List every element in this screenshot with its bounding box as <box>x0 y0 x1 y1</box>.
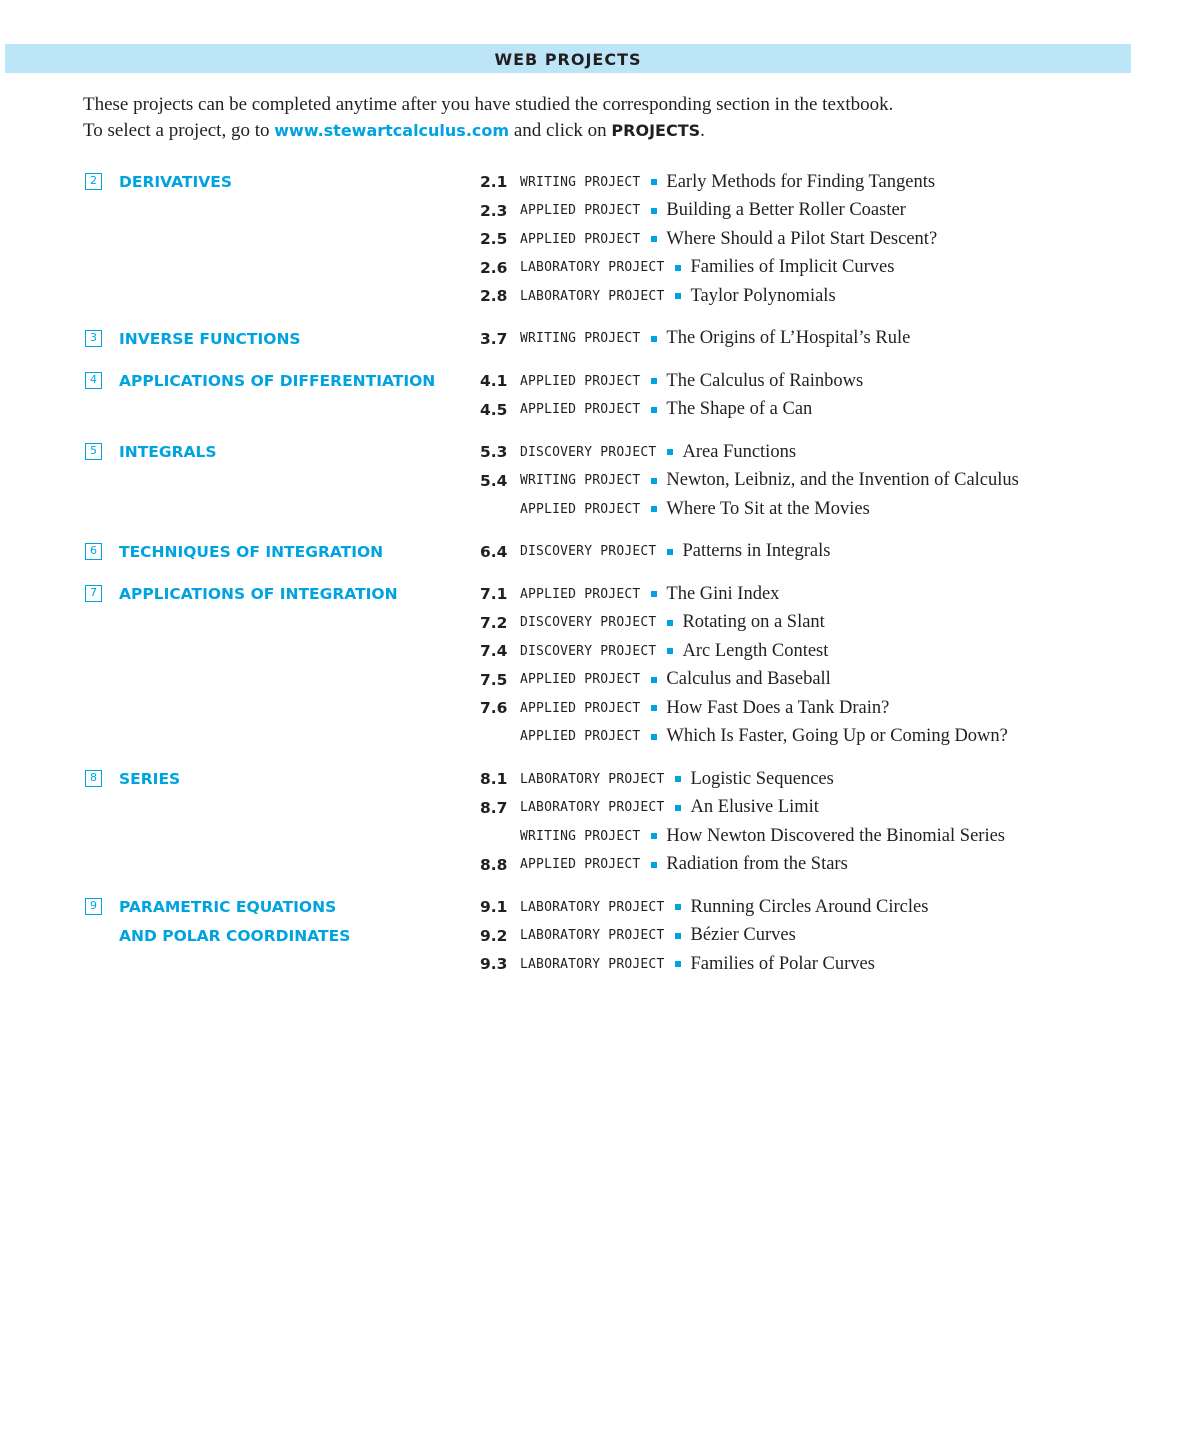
project-title: The Shape of a Can <box>666 399 813 420</box>
project-type: LABORATORY PROJECT <box>520 899 665 915</box>
chapter-list <box>0 168 1188 993</box>
project-type: DISCOVERY PROJECT <box>520 444 657 460</box>
section-number: 4.1 <box>480 372 508 391</box>
square-bullet-icon <box>675 961 681 967</box>
chapter-number-box: 3 <box>85 330 102 347</box>
section-number: 8.8 <box>480 855 508 874</box>
square-bullet-icon <box>651 236 657 242</box>
chapter-block <box>0 168 1188 311</box>
project-title: An Elusive Limit <box>690 797 819 818</box>
intro-line-2-pre: To select a project, go to <box>83 120 275 141</box>
project-row <box>480 765 1188 794</box>
square-bullet-icon <box>675 933 681 939</box>
project-title: Where Should a Pilot Start Descent? <box>666 228 938 249</box>
chapter-title-line: APPLICATIONS OF DIFFERENTIATION <box>119 372 436 390</box>
project-row <box>480 580 1188 609</box>
square-bullet-icon <box>675 904 681 910</box>
chapter-number-box: 7 <box>85 585 102 602</box>
square-bullet-icon <box>651 179 657 185</box>
chapter-block <box>0 367 1188 424</box>
section-number: 8.7 <box>480 798 508 817</box>
project-row <box>480 893 1188 922</box>
project-type: LABORATORY PROJECT <box>520 260 665 276</box>
project-row <box>480 168 1188 197</box>
project-row <box>480 225 1188 254</box>
project-title: Bézier Curves <box>690 925 796 946</box>
section-number: 7.5 <box>480 670 508 689</box>
intro-line-2 <box>83 118 1083 144</box>
project-title: Running Circles Around Circles <box>690 896 929 917</box>
square-bullet-icon <box>651 677 657 683</box>
square-bullet-icon <box>651 336 657 342</box>
section-number: 2.8 <box>480 287 508 306</box>
header-band <box>5 44 1131 73</box>
project-list <box>480 765 1188 879</box>
chapter-title <box>119 538 459 567</box>
chapter-number-box: 4 <box>85 372 102 389</box>
project-title: How Newton Discovered the Binomial Series <box>666 825 1005 846</box>
website-link[interactable]: www.stewartcalculus.com <box>274 121 510 140</box>
square-bullet-icon <box>667 549 673 555</box>
square-bullet-icon <box>651 833 657 839</box>
project-row <box>480 822 1188 851</box>
intro-text <box>83 92 1083 144</box>
project-row <box>480 794 1188 823</box>
chapter-title-line: DERIVATIVES <box>119 173 232 191</box>
project-list <box>480 893 1188 979</box>
chapter-title-line: PARAMETRIC EQUATIONS <box>119 898 337 916</box>
square-bullet-icon <box>675 776 681 782</box>
project-type: WRITING PROJECT <box>520 828 641 844</box>
chapter-block <box>0 580 1188 751</box>
chapter-block <box>0 893 1188 979</box>
project-title: The Gini Index <box>666 583 780 604</box>
project-title: Rotating on a Slant <box>682 612 825 633</box>
project-row <box>480 694 1188 723</box>
square-bullet-icon <box>651 407 657 413</box>
chapter-block <box>0 538 1188 567</box>
square-bullet-icon <box>651 862 657 868</box>
project-title: Taylor Polynomials <box>690 285 836 306</box>
project-type: APPLIED PROJECT <box>520 203 641 219</box>
project-type: DISCOVERY PROJECT <box>520 615 657 631</box>
project-title: Calculus and Baseball <box>666 669 831 690</box>
project-row <box>480 851 1188 880</box>
project-list <box>480 580 1188 751</box>
project-row <box>480 538 1188 567</box>
project-row <box>480 396 1188 425</box>
project-title: How Fast Does a Tank Drain? <box>666 697 890 718</box>
project-type: LABORATORY PROJECT <box>520 288 665 304</box>
chapter-title-line: AND POLAR COORDINATES <box>119 926 351 945</box>
chapter-number-box: 5 <box>85 443 102 460</box>
section-number: 5.3 <box>480 443 508 462</box>
project-type: APPLIED PROJECT <box>520 700 641 716</box>
project-row <box>480 325 1188 354</box>
chapter-title <box>119 168 459 197</box>
chapter-title <box>119 367 459 396</box>
project-row <box>480 197 1188 226</box>
chapter-title <box>119 893 459 950</box>
chapter-number-box: 9 <box>85 898 102 915</box>
section-number: 2.3 <box>480 201 508 220</box>
square-bullet-icon <box>667 648 673 654</box>
chapter-title <box>119 765 459 794</box>
chapter-title-line: TECHNIQUES OF INTEGRATION <box>119 542 384 561</box>
project-row <box>480 637 1188 666</box>
project-title: Where To Sit at the Movies <box>666 498 870 519</box>
section-number: 8.1 <box>480 770 508 789</box>
square-bullet-icon <box>651 378 657 384</box>
chapter-title <box>119 325 459 354</box>
project-title: Families of Polar Curves <box>690 953 875 974</box>
section-number: 7.2 <box>480 613 508 632</box>
square-bullet-icon <box>675 805 681 811</box>
intro-line-2-mid: and click on <box>509 120 612 141</box>
project-row <box>480 282 1188 311</box>
project-type: APPLIED PROJECT <box>520 501 641 517</box>
project-type: APPLIED PROJECT <box>520 857 641 873</box>
square-bullet-icon <box>651 506 657 512</box>
project-type: APPLIED PROJECT <box>520 373 641 389</box>
chapter-block <box>0 325 1188 354</box>
project-type: LABORATORY PROJECT <box>520 771 665 787</box>
project-title: The Calculus of Rainbows <box>666 370 864 391</box>
square-bullet-icon <box>675 265 681 271</box>
project-row <box>480 666 1188 695</box>
section-number: 9.3 <box>480 955 508 974</box>
project-title: Early Methods for Finding Tangents <box>666 171 936 192</box>
project-type: WRITING PROJECT <box>520 473 641 489</box>
section-number: 9.1 <box>480 898 508 917</box>
project-row <box>480 950 1188 979</box>
page-title: WEB PROJECTS <box>494 50 642 69</box>
project-type: APPLIED PROJECT <box>520 729 641 745</box>
project-type: DISCOVERY PROJECT <box>520 643 657 659</box>
project-row <box>480 367 1188 396</box>
chapter-number-box: 6 <box>85 543 102 560</box>
project-type: LABORATORY PROJECT <box>520 956 665 972</box>
chapter-title-line: INVERSE FUNCTIONS <box>119 329 301 348</box>
project-row <box>480 495 1188 524</box>
section-number: 3.7 <box>480 329 508 348</box>
project-title: Area Functions <box>682 441 797 462</box>
project-row <box>480 438 1188 467</box>
project-title: The Origins of L’Hospital’s Rule <box>666 328 911 349</box>
section-number: 4.5 <box>480 400 508 419</box>
section-number: 2.5 <box>480 230 508 249</box>
square-bullet-icon <box>651 478 657 484</box>
project-row <box>480 922 1188 951</box>
project-type: WRITING PROJECT <box>520 331 641 347</box>
project-row <box>480 723 1188 752</box>
chapter-title <box>119 438 459 467</box>
chapter-number-box: 8 <box>85 770 102 787</box>
chapter-title-line: INTEGRALS <box>119 443 217 461</box>
projects-keyword: PROJECTS <box>611 121 701 140</box>
section-number: 6.4 <box>480 542 508 561</box>
square-bullet-icon <box>667 449 673 455</box>
chapter-block <box>0 438 1188 524</box>
project-type: WRITING PROJECT <box>520 174 641 190</box>
section-number: 5.4 <box>480 471 508 490</box>
intro-line-2-end: . <box>700 120 705 141</box>
chapter-block <box>0 765 1188 879</box>
project-list <box>480 367 1188 424</box>
square-bullet-icon <box>675 293 681 299</box>
project-list <box>480 438 1188 524</box>
project-type: APPLIED PROJECT <box>520 672 641 688</box>
project-row <box>480 254 1188 283</box>
section-number: 7.1 <box>480 585 508 604</box>
square-bullet-icon <box>651 591 657 597</box>
project-list <box>480 168 1188 311</box>
project-title: Newton, Leibniz, and the Invention of Calculus <box>666 470 1019 491</box>
section-number: 7.6 <box>480 699 508 718</box>
square-bullet-icon <box>651 734 657 740</box>
project-type: APPLIED PROJECT <box>520 586 641 602</box>
square-bullet-icon <box>651 208 657 214</box>
project-type: APPLIED PROJECT <box>520 402 641 418</box>
chapter-number-box: 2 <box>85 173 102 190</box>
section-number: 7.4 <box>480 642 508 661</box>
square-bullet-icon <box>667 620 673 626</box>
chapter-title-line: APPLICATIONS OF INTEGRATION <box>119 585 398 603</box>
intro-line-1: These projects can be completed anytime after you have studied the corresponding section in the textbook. <box>83 94 894 115</box>
project-title: Radiation from the Stars <box>666 854 848 875</box>
section-number: 2.1 <box>480 173 508 192</box>
chapter-title-line: SERIES <box>119 770 181 788</box>
square-bullet-icon <box>651 705 657 711</box>
chapter-title <box>119 580 459 609</box>
project-list <box>480 538 1188 567</box>
project-row <box>480 609 1188 638</box>
project-type: LABORATORY PROJECT <box>520 800 665 816</box>
project-title: Building a Better Roller Coaster <box>666 200 906 221</box>
section-number: 2.6 <box>480 258 508 277</box>
project-title: Arc Length Contest <box>682 640 829 661</box>
project-title: Families of Implicit Curves <box>690 257 895 278</box>
project-type: APPLIED PROJECT <box>520 231 641 247</box>
project-type: LABORATORY PROJECT <box>520 928 665 944</box>
project-title: Logistic Sequences <box>690 768 834 789</box>
project-title: Which Is Faster, Going Up or Coming Down? <box>666 726 1008 747</box>
project-title: Patterns in Integrals <box>682 541 831 562</box>
project-list <box>480 325 1188 354</box>
project-type: DISCOVERY PROJECT <box>520 544 657 560</box>
project-row <box>480 467 1188 496</box>
section-number: 9.2 <box>480 926 508 945</box>
